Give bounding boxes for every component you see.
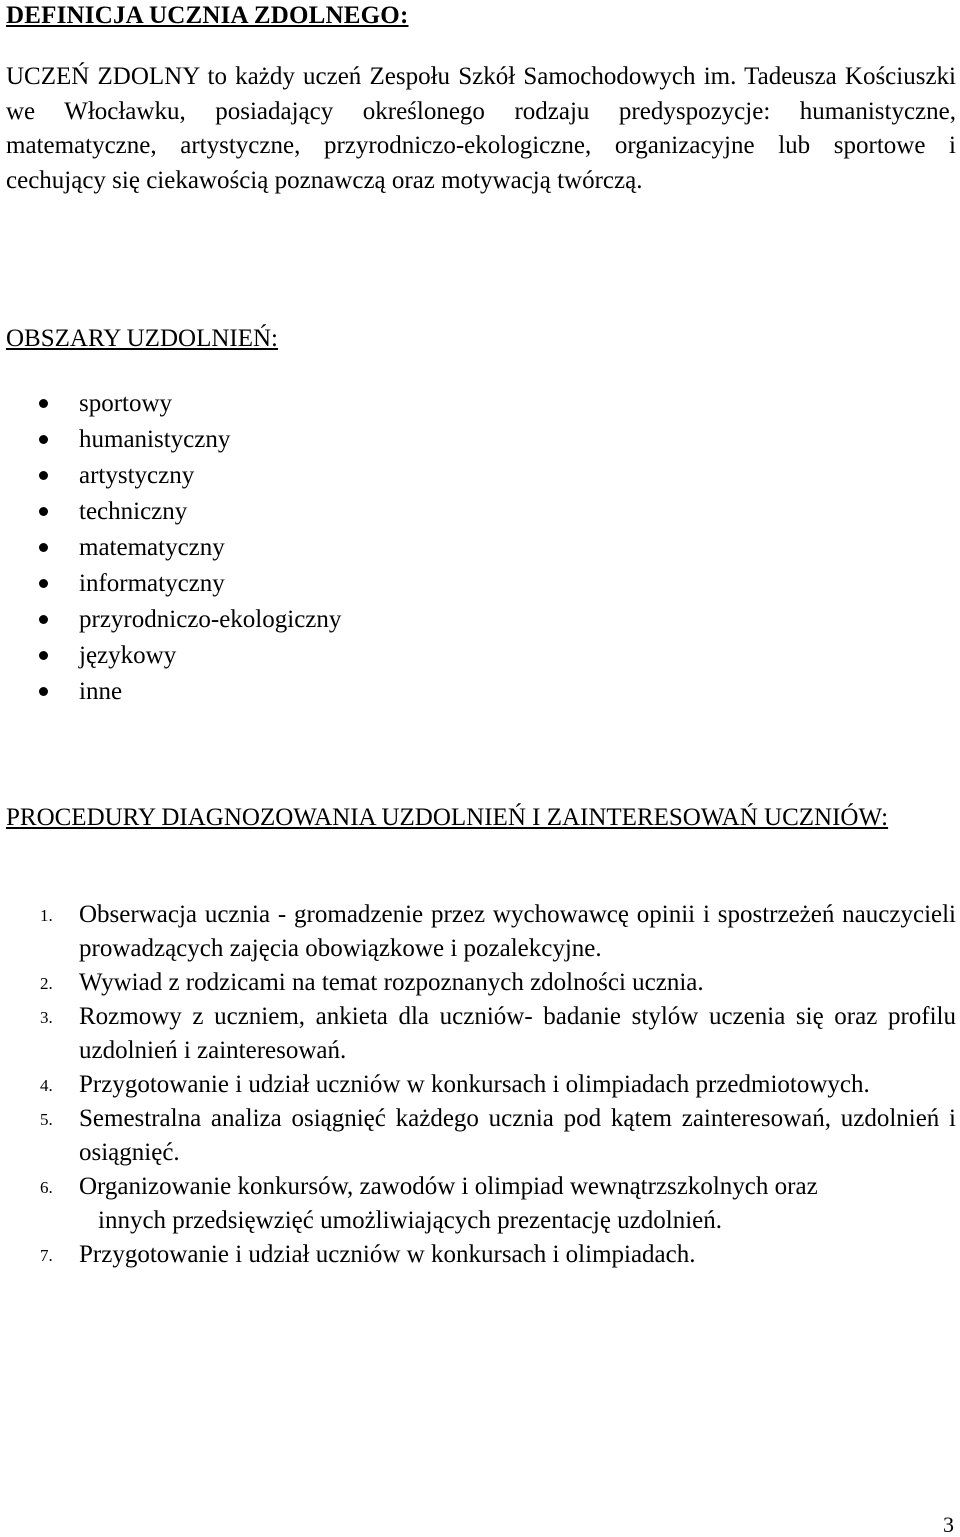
procedure-item bbox=[6, 1068, 956, 1102]
definition-paragraph bbox=[6, 60, 956, 198]
bullet-icon bbox=[39, 543, 48, 552]
procedures-list bbox=[6, 898, 956, 1272]
procedure-text: Obserwacja ucznia - gromadzenie przez wychowawcę opinii i spostrzeżeń nauczycieli prowadzących zajęcia obowiązkowe i pozalekcyjne. bbox=[79, 901, 956, 962]
procedures-heading: PROCEDURY DIAGNOZOWANIA UZDOLNIEŃ I ZAINTERESOWAŃ UCZNIÓW: bbox=[6, 804, 889, 831]
procedure-text-continued: innych przedsięwzięć umożliwiających prezentację uzdolnień. bbox=[98, 1207, 723, 1234]
area-label: przyrodniczo-ekologiczny bbox=[79, 606, 342, 633]
bullet-icon bbox=[39, 687, 48, 696]
list-item bbox=[6, 387, 341, 423]
procedure-text: Semestralna analiza osiągnięć każdego ucznia pod kątem zainteresowań, uzdolnień i osiągnięć. bbox=[79, 1105, 956, 1166]
procedure-text: Przygotowanie i udział uczniów w konkursach i olimpiadach. bbox=[79, 1241, 696, 1268]
item-number: 3. bbox=[40, 1008, 53, 1027]
definition-lead: UCZEŃ ZDOLNY bbox=[6, 63, 200, 90]
procedure-text: Wywiad z rodzicami na temat rozpoznanych zdolności ucznia. bbox=[79, 969, 704, 996]
list-item bbox=[6, 675, 341, 711]
area-label: informatyczny bbox=[79, 570, 225, 597]
item-number: 5. bbox=[40, 1110, 53, 1129]
area-label: matematyczny bbox=[79, 534, 225, 561]
item-number: 1. bbox=[40, 906, 53, 925]
area-label: sportowy bbox=[79, 390, 173, 417]
page-number: 3 bbox=[943, 1512, 954, 1537]
area-label: humanistyczny bbox=[79, 426, 231, 453]
bullet-icon bbox=[39, 507, 48, 516]
definition-heading: DEFINICJA UCZNIA ZDOLNEGO: bbox=[6, 2, 409, 29]
list-item bbox=[6, 531, 341, 567]
procedure-text: Organizowanie konkursów, zawodów i olimpiad wewnątrzszkolnych oraz bbox=[79, 1173, 818, 1200]
bullet-icon bbox=[39, 615, 48, 624]
list-item bbox=[6, 495, 341, 531]
list-item bbox=[6, 423, 341, 459]
areas-heading: OBSZARY UZDOLNIEŃ: bbox=[6, 325, 278, 352]
item-number: 7. bbox=[40, 1246, 53, 1265]
bullet-icon bbox=[39, 399, 48, 408]
item-number: 6. bbox=[40, 1178, 53, 1197]
list-item bbox=[6, 639, 341, 675]
areas-list bbox=[6, 387, 341, 711]
procedure-item bbox=[6, 1000, 956, 1068]
procedure-item bbox=[6, 898, 956, 966]
bullet-icon bbox=[39, 579, 48, 588]
area-label: inne bbox=[79, 678, 123, 705]
list-item bbox=[6, 603, 341, 639]
definition-text: to każdy uczeń Zespołu Szkół Samochodowych im. Tadeusza Kościuszki we Włocławku, posiadający określonego rodzaju predyspozycje: humanistyczne, matematyczne, artystyczne, przyrodniczo-ekologiczne, organizacyjne lub sportowe i cechujący się ciekawością poznawczą oraz motywacją twórczą. bbox=[6, 63, 956, 194]
procedure-text: Rozmowy z uczniem, ankieta dla uczniów- badanie stylów uczenia się oraz profilu uzdolnień i zainteresowań. bbox=[79, 1003, 956, 1064]
procedure-text: Przygotowanie i udział uczniów w konkursach i olimpiadach przedmiotowych. bbox=[79, 1071, 870, 1098]
area-label: artystyczny bbox=[79, 462, 195, 489]
area-label: językowy bbox=[79, 642, 177, 669]
bullet-icon bbox=[39, 651, 48, 660]
bullet-icon bbox=[39, 471, 48, 480]
list-item bbox=[6, 567, 341, 603]
procedure-item bbox=[6, 1238, 956, 1272]
list-item bbox=[6, 459, 341, 495]
procedure-item bbox=[6, 1170, 956, 1238]
procedure-item bbox=[6, 966, 956, 1000]
item-number: 4. bbox=[40, 1076, 53, 1095]
area-label: techniczny bbox=[79, 498, 188, 525]
procedure-item bbox=[6, 1102, 956, 1170]
item-number: 2. bbox=[40, 974, 53, 993]
bullet-icon bbox=[39, 435, 48, 444]
